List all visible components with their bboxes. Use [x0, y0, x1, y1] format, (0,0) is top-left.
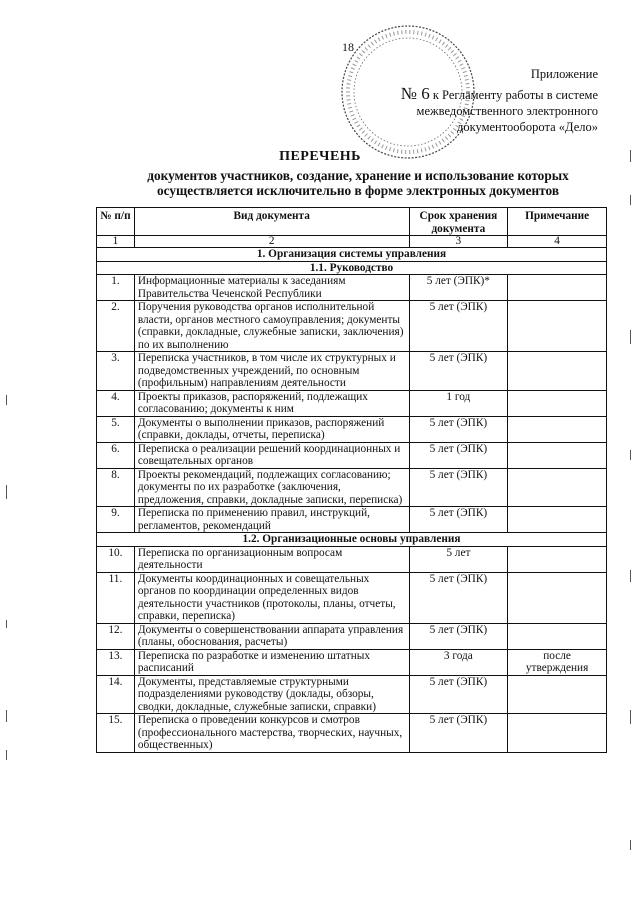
- row-number: 14.: [97, 675, 135, 714]
- appendix-number: № 6: [400, 84, 430, 103]
- table-row: [97, 623, 607, 649]
- row-note: [508, 301, 607, 352]
- row-retention-term: 5 лет (ЭПК): [409, 675, 508, 714]
- row-document-type: Поручения руководства органов исполнительной власти, органов местного самоуправления; документы (справки, докладные, служебные записки, заключения) по их выполнению: [134, 301, 409, 352]
- row-document-type: Информационные материалы к заседаниям Правительства Чеченской Республики: [134, 275, 409, 301]
- document-title: ПЕРЕЧЕНЬ: [279, 149, 361, 164]
- row-number: 9.: [97, 507, 135, 533]
- column-index: 4: [508, 236, 607, 248]
- row-retention-term: 5 лет (ЭПК): [409, 507, 508, 533]
- row-number: 2.: [97, 301, 135, 352]
- row-document-type: Документы, представляемые структурными подразделениями руководству (доклады, обзоры, сводки, докладные, служебные записки, справки): [134, 675, 409, 714]
- table-row: [97, 275, 607, 301]
- page-number: 18: [342, 40, 354, 54]
- left-edge-marks: [6, 150, 8, 850]
- table-header-row: [97, 208, 607, 236]
- row-note: [508, 714, 607, 753]
- row-retention-term: 5 лет (ЭПК): [409, 352, 508, 391]
- appendix-first-line: [401, 86, 598, 103]
- table-row: [97, 572, 607, 623]
- header-name: Вид документа: [134, 208, 409, 236]
- row-number: 13.: [97, 649, 135, 675]
- row-note: [508, 572, 607, 623]
- row-note: [508, 390, 607, 416]
- subsection-heading: 1.2. Организационные основы управления: [97, 533, 607, 547]
- row-number: 1.: [97, 275, 135, 301]
- row-retention-term: 3 года: [409, 649, 508, 675]
- documents-table: [96, 207, 607, 753]
- row-note: [508, 675, 607, 714]
- row-number: 8.: [97, 468, 135, 507]
- document-subtitle: документов участников, создание, хранение и использование которых осуществляется исключительно в форме электронных документов: [147, 168, 569, 198]
- row-number: 5.: [97, 416, 135, 442]
- row-document-type: Документы о совершенствовании аппарата управления (планы, обоснования, расчеты): [134, 623, 409, 649]
- row-document-type: Переписка участников, в том числе их структурных и подведомственных учреждений, по основным (профильным) направлениям деятельности: [134, 352, 409, 391]
- row-document-type: Переписка о реализации решений координационных и совещательных органов: [134, 442, 409, 468]
- table-row: [97, 468, 607, 507]
- table-row: [97, 390, 607, 416]
- row-retention-term: 5 лет (ЭПК)*: [409, 275, 508, 301]
- column-index: 3: [409, 236, 508, 248]
- row-number: 11.: [97, 572, 135, 623]
- section-heading: 1. Организация системы управления: [97, 248, 607, 262]
- row-number: 15.: [97, 714, 135, 753]
- row-note: [508, 623, 607, 649]
- row-document-type: Переписка по применению правил, инструкций, регламентов, рекомендаций: [134, 507, 409, 533]
- subsection-row: [97, 533, 607, 547]
- row-note: [508, 275, 607, 301]
- row-note: [508, 546, 607, 572]
- table-row: [97, 301, 607, 352]
- subsection-row: [97, 261, 607, 275]
- column-index: 1: [97, 236, 135, 248]
- header-note: Примечание: [508, 208, 607, 236]
- row-retention-term: 5 лет (ЭПК): [409, 468, 508, 507]
- row-number: 3.: [97, 352, 135, 391]
- row-retention-term: 5 лет: [409, 546, 508, 572]
- appendix-line3: документооборота «Дело»: [457, 120, 598, 134]
- row-number: 4.: [97, 390, 135, 416]
- row-note: [508, 468, 607, 507]
- row-document-type: Документы о выполнении приказов, распоряжений (справки, доклады, отчеты, переписка): [134, 416, 409, 442]
- section-row: [97, 248, 607, 262]
- table-row: [97, 352, 607, 391]
- header-term: Срок хранения документа: [409, 208, 508, 236]
- row-retention-term: 5 лет (ЭПК): [409, 714, 508, 753]
- row-document-type: Переписка по организационным вопросам деятельности: [134, 546, 409, 572]
- subsection-heading: 1.1. Руководство: [97, 261, 607, 275]
- table-row: [97, 442, 607, 468]
- row-retention-term: 5 лет (ЭПК): [409, 301, 508, 352]
- row-document-type: Проекты приказов, распоряжений, подлежащих согласованию; документы к ним: [134, 390, 409, 416]
- row-retention-term: 5 лет (ЭПК): [409, 623, 508, 649]
- row-note: [508, 416, 607, 442]
- table-row: [97, 416, 607, 442]
- appendix-line1: к Регламенту работы в системе: [432, 88, 598, 102]
- row-retention-term: 1 год: [409, 390, 508, 416]
- table-row: [97, 649, 607, 675]
- column-index: 2: [134, 236, 409, 248]
- row-retention-term: 5 лет (ЭПК): [409, 442, 508, 468]
- column-index-row: [97, 236, 607, 248]
- row-note: [508, 352, 607, 391]
- row-number: 6.: [97, 442, 135, 468]
- row-note: [508, 442, 607, 468]
- right-edge-marks: [630, 150, 632, 850]
- row-note: [508, 507, 607, 533]
- row-document-type: Переписка по разработке и изменению штатных расписаний: [134, 649, 409, 675]
- appendix-block: [401, 66, 598, 135]
- row-document-type: Переписка о проведении конкурсов и смотров (профессионального мастерства, творческих, научных, общественных): [134, 714, 409, 753]
- row-retention-term: 5 лет (ЭПК): [409, 416, 508, 442]
- row-document-type: Документы координационных и совещательных органов по координации определенных видов деятельности участников (протоколы, планы, отчеты, справки, переписка): [134, 572, 409, 623]
- row-note: после утверждения: [508, 649, 607, 675]
- row-retention-term: 5 лет (ЭПК): [409, 572, 508, 623]
- header-num: № п/п: [97, 208, 135, 236]
- table-row: [97, 546, 607, 572]
- appendix-label: Приложение: [530, 67, 598, 81]
- row-document-type: Проекты рекомендаций, подлежащих согласованию; документы по их разработке (заключения, предложения, справки, докладные записки, переписка): [134, 468, 409, 507]
- row-number: 12.: [97, 623, 135, 649]
- table-row: [97, 507, 607, 533]
- table-row: [97, 714, 607, 753]
- row-number: 10.: [97, 546, 135, 572]
- table-row: [97, 675, 607, 714]
- appendix-line2: межведомственного электронного: [416, 104, 598, 118]
